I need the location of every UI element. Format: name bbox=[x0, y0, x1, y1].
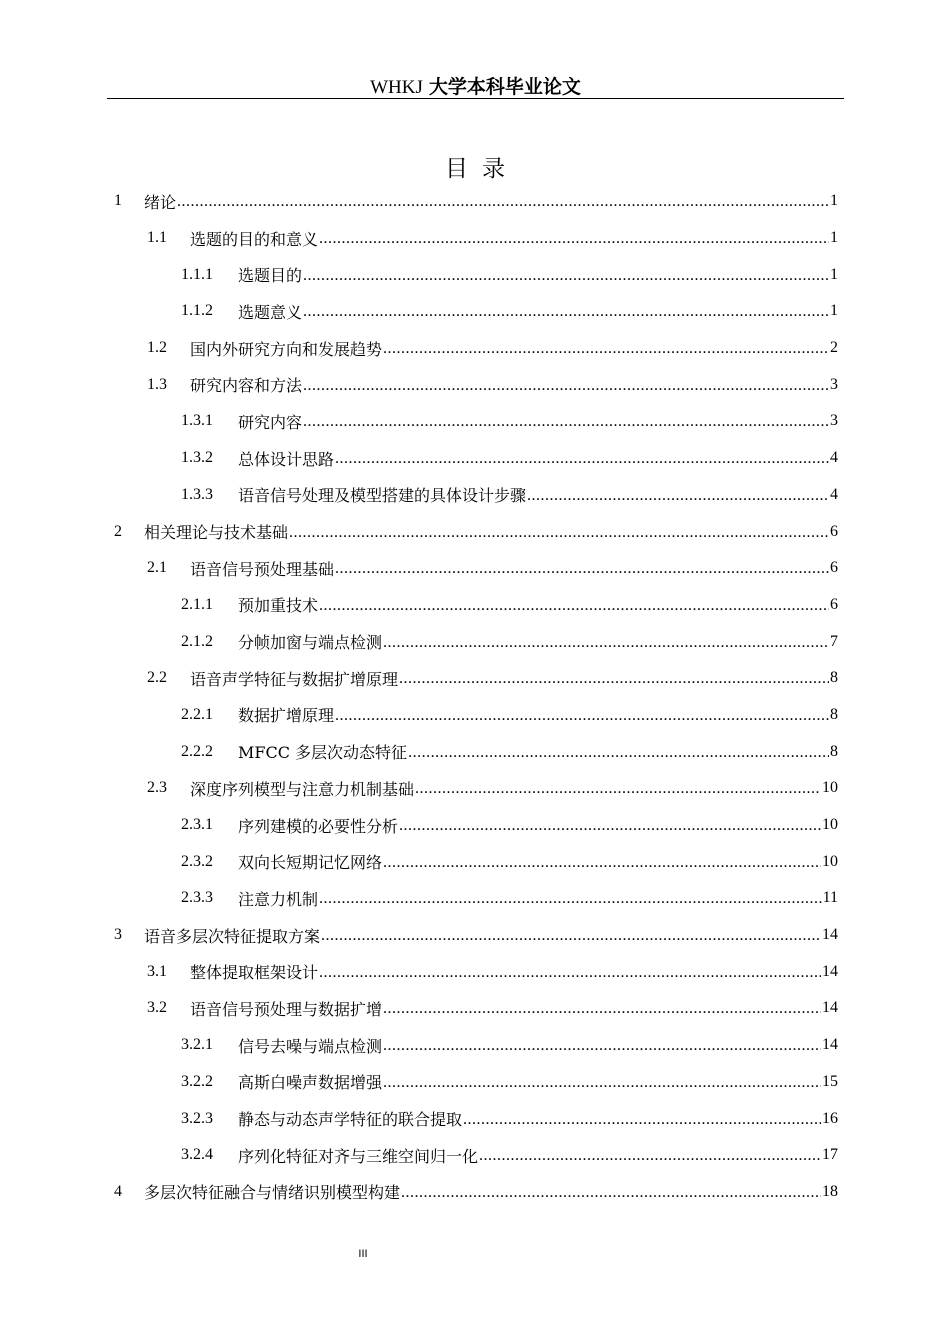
toc-leader-dots bbox=[335, 448, 829, 468]
toc-entry-page: 1 bbox=[830, 229, 838, 247]
toc-entry-number: 3.2.2 bbox=[181, 1072, 213, 1090]
toc-entry-label: 双向长短期记忆网络 bbox=[238, 853, 383, 873]
toc-entry-page: 10 bbox=[822, 816, 838, 834]
header-latin: WHKJ bbox=[370, 77, 423, 98]
toc-entry-label: 语音信号处理及模型搭建的具体设计步骤 bbox=[238, 486, 527, 506]
header-rule bbox=[107, 98, 844, 99]
toc-entry-label: 分帧加窗与端点检测 bbox=[238, 633, 383, 653]
toc-entry-page: 11 bbox=[822, 889, 838, 907]
toc-entry[interactable] bbox=[114, 220, 838, 257]
toc-entry[interactable] bbox=[114, 587, 838, 624]
toc-entry-number: 2.1.1 bbox=[181, 595, 213, 613]
toc-leader-dots bbox=[303, 375, 829, 395]
toc-entry-page: 15 bbox=[822, 1072, 838, 1090]
toc-entry-number: 2.3.2 bbox=[181, 852, 213, 870]
toc-entry-page: 4 bbox=[830, 449, 838, 467]
toc-entry-number: 3.2.1 bbox=[181, 1036, 213, 1054]
toc-entry-label: 语音信号预处理基础 bbox=[190, 559, 335, 579]
toc-entry-page: 17 bbox=[822, 1146, 838, 1164]
toc-entry-label: 总体设计思路 bbox=[238, 449, 335, 469]
toc-leader-dots bbox=[383, 1035, 821, 1055]
toc-leader-dots bbox=[401, 1182, 821, 1202]
toc-entry-label: 注意力机制 bbox=[238, 889, 319, 909]
toc-entry-page: 10 bbox=[822, 779, 838, 797]
toc-entry-number: 1.1 bbox=[147, 229, 167, 247]
toc-leader-dots bbox=[319, 888, 822, 908]
toc-entry[interactable] bbox=[114, 990, 838, 1027]
toc-entry[interactable] bbox=[114, 623, 838, 660]
toc-entry-page: 6 bbox=[830, 522, 838, 540]
toc-entry-page: 14 bbox=[822, 926, 838, 944]
toc-entry-label: 序列化特征对齐与三维空间归一化 bbox=[238, 1146, 479, 1166]
toc-entry-label: 整体提取框架设计 bbox=[190, 963, 319, 983]
toc-entry-label: 序列建模的必要性分析 bbox=[238, 816, 399, 836]
toc-leader-dots bbox=[399, 668, 829, 688]
toc-entry-page: 14 bbox=[822, 1036, 838, 1054]
toc-entry[interactable] bbox=[114, 733, 838, 770]
toc-leader-dots bbox=[319, 595, 829, 615]
toc-entry-page: 8 bbox=[830, 705, 838, 723]
toc-entry-page: 1 bbox=[830, 265, 838, 283]
toc-entry[interactable] bbox=[114, 1100, 838, 1137]
toc-entry-label: 绪论 bbox=[144, 192, 177, 212]
toc-entry-label: 选题的目的和意义 bbox=[190, 229, 319, 249]
toc-entry[interactable] bbox=[114, 256, 838, 293]
toc-leader-dots bbox=[463, 1109, 821, 1129]
toc-entry-number: 2.3.3 bbox=[181, 889, 213, 907]
toc-entry[interactable] bbox=[114, 550, 838, 587]
toc-entry-label: 静态与动态声学特征的联合提取 bbox=[238, 1110, 463, 1130]
toc-entry-number: 3.1 bbox=[147, 962, 167, 980]
toc-entry[interactable] bbox=[114, 697, 838, 734]
toc-entry-page: 1 bbox=[830, 302, 838, 320]
toc-entry-number: 2.2 bbox=[147, 669, 167, 687]
toc-entry-number: 1.3.2 bbox=[181, 449, 213, 467]
toc-entry-number: 2 bbox=[114, 522, 122, 540]
toc-entry-page: 8 bbox=[830, 669, 838, 687]
toc-entry-page: 10 bbox=[822, 852, 838, 870]
toc-leader-dots bbox=[303, 301, 829, 321]
toc-entry-label: 高斯白噪声数据增强 bbox=[238, 1073, 383, 1093]
page-number: III bbox=[358, 1248, 368, 1260]
toc-entry-label: 研究内容 bbox=[238, 412, 303, 432]
toc-entry-page: 3 bbox=[830, 412, 838, 430]
toc-entry-number: 1.3.1 bbox=[181, 412, 213, 430]
toc-entry[interactable] bbox=[114, 477, 838, 514]
toc-entry-number: 2.3.1 bbox=[181, 816, 213, 834]
toc-entry[interactable] bbox=[114, 513, 838, 550]
toc-leader-dots bbox=[383, 998, 821, 1018]
toc-entry[interactable] bbox=[114, 330, 838, 367]
toc-entry[interactable] bbox=[114, 403, 838, 440]
toc-leader-dots bbox=[399, 815, 821, 835]
toc-entry-number: 3.2.4 bbox=[181, 1146, 213, 1164]
toc-entry-label: 信号去噪与端点检测 bbox=[238, 1036, 383, 1056]
toc-entry-page: 6 bbox=[830, 559, 838, 577]
toc-leader-dots bbox=[319, 228, 829, 248]
toc-leader-dots bbox=[527, 485, 829, 505]
toc-entry-number: 1.2 bbox=[147, 339, 167, 357]
toc-entry[interactable] bbox=[114, 183, 838, 220]
toc-entry-number: 1.1.2 bbox=[181, 302, 213, 320]
toc-leader-dots bbox=[415, 778, 821, 798]
toc-entry-label: MFCC 多层次动态特征 bbox=[238, 743, 408, 763]
toc-leader-dots bbox=[303, 411, 829, 431]
toc-entry-number: 2.1.2 bbox=[181, 632, 213, 650]
toc-entry-number: 3 bbox=[114, 926, 122, 944]
toc-leader-dots bbox=[319, 962, 821, 982]
toc-entry-label: 语音多层次特征提取方案 bbox=[144, 926, 321, 946]
toc-entry[interactable] bbox=[114, 1137, 838, 1174]
toc-entry[interactable] bbox=[114, 807, 838, 844]
toc-entry-page: 14 bbox=[822, 999, 838, 1017]
toc-entry[interactable] bbox=[114, 1027, 838, 1064]
toc-entry-page: 6 bbox=[830, 595, 838, 613]
toc-entry-number: 2.2.1 bbox=[181, 705, 213, 723]
toc-entry-number: 2.2.2 bbox=[181, 742, 213, 760]
toc-entry-label: 深度序列模型与注意力机制基础 bbox=[190, 779, 415, 799]
toc-entry-label: 多层次特征融合与情绪识别模型构建 bbox=[144, 1183, 401, 1203]
toc-leader-dots bbox=[335, 705, 829, 725]
toc-entry[interactable] bbox=[114, 660, 838, 697]
toc-leader-dots bbox=[383, 1072, 821, 1092]
toc-entry[interactable] bbox=[114, 293, 838, 330]
toc-leader-dots bbox=[479, 1145, 821, 1165]
toc-entry-number: 1.3 bbox=[147, 375, 167, 393]
running-header bbox=[107, 76, 844, 99]
toc-entry-page: 2 bbox=[830, 339, 838, 357]
toc-entry[interactable] bbox=[114, 770, 838, 807]
toc-entry-label: 数据扩增原理 bbox=[238, 706, 335, 726]
toc-entry-number: 2.1 bbox=[147, 559, 167, 577]
toc-entry-page: 14 bbox=[822, 962, 838, 980]
toc-entry-label: 相关理论与技术基础 bbox=[144, 523, 289, 543]
toc-leader-dots bbox=[383, 632, 829, 652]
toc-entry-page: 7 bbox=[830, 632, 838, 650]
toc-entry-number: 4 bbox=[114, 1182, 122, 1200]
toc-entry[interactable] bbox=[114, 440, 838, 477]
toc-entry-label: 国内外研究方向和发展趋势 bbox=[190, 339, 383, 359]
toc-leader-dots bbox=[289, 522, 829, 542]
toc-entry[interactable] bbox=[114, 1064, 838, 1101]
toc-entry-label: 预加重技术 bbox=[238, 596, 319, 616]
toc-entry-label: 选题意义 bbox=[238, 302, 303, 322]
toc-entry-number: 2.3 bbox=[147, 779, 167, 797]
toc-entry[interactable] bbox=[114, 1174, 838, 1211]
toc-entry[interactable] bbox=[114, 366, 838, 403]
toc-leader-dots bbox=[383, 338, 829, 358]
toc-entry-label: 语音声学特征与数据扩增原理 bbox=[190, 669, 399, 689]
toc-entry[interactable] bbox=[114, 880, 838, 917]
toc-title: 目录 bbox=[445, 156, 519, 182]
toc-entry-label: 研究内容和方法 bbox=[190, 376, 303, 396]
toc-leader-dots bbox=[383, 852, 821, 872]
toc-leader-dots bbox=[303, 265, 829, 285]
toc-entry-page: 18 bbox=[822, 1182, 838, 1200]
header-cjk: 大学本科毕业论文 bbox=[428, 76, 581, 98]
toc-entry-page: 16 bbox=[822, 1109, 838, 1127]
toc-entry-number: 1 bbox=[114, 192, 122, 210]
toc-leader-dots bbox=[335, 558, 829, 578]
toc-leader-dots bbox=[408, 742, 829, 762]
toc-entry-page: 3 bbox=[830, 375, 838, 393]
toc-entry-number: 1.1.1 bbox=[181, 265, 213, 283]
toc-entry-label: 语音信号预处理与数据扩增 bbox=[190, 999, 383, 1019]
toc-leader-dots bbox=[177, 191, 829, 211]
toc-entry-number: 3.2.3 bbox=[181, 1109, 213, 1127]
toc-entry[interactable] bbox=[114, 953, 838, 990]
toc-entry[interactable] bbox=[114, 917, 838, 954]
toc-entry-label: 选题目的 bbox=[238, 266, 303, 286]
toc-entry-number: 1.3.3 bbox=[181, 485, 213, 503]
toc-entry-page: 4 bbox=[830, 485, 838, 503]
table-of-contents bbox=[114, 183, 838, 1210]
toc-entry-number: 3.2 bbox=[147, 999, 167, 1017]
toc-entry-page: 8 bbox=[830, 742, 838, 760]
toc-entry-page: 1 bbox=[830, 192, 838, 210]
toc-entry[interactable] bbox=[114, 843, 838, 880]
toc-leader-dots bbox=[321, 925, 821, 945]
